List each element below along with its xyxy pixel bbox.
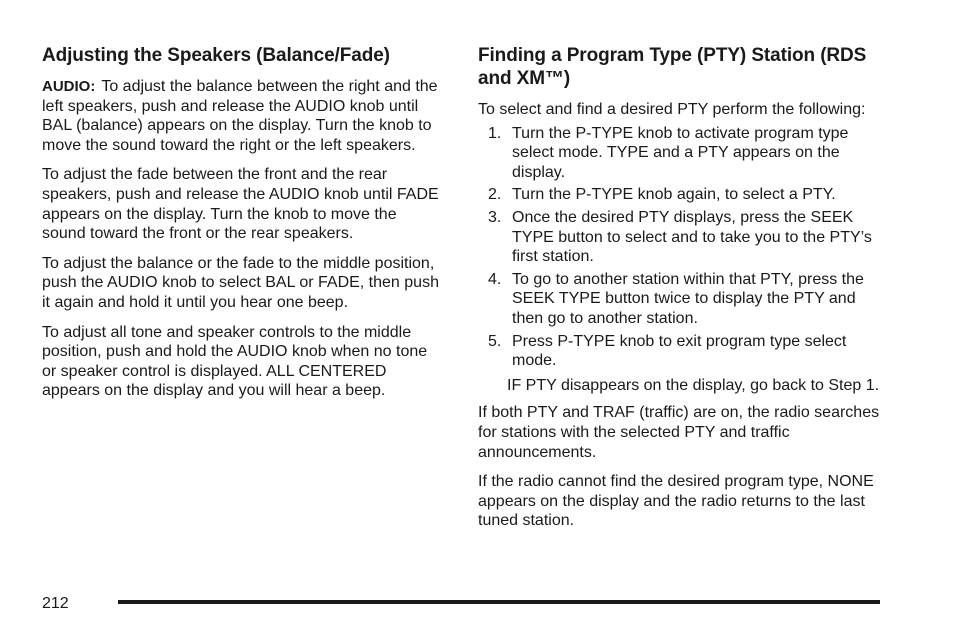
step-text: Turn the P-TYPE knob again, to select a PTY. (512, 186, 836, 204)
paragraph-middle: To adjust the balance or the fade to the middle position, push the AUDIO knob to select BAL or FADE, then push it again and hold it until you hear one beep. (42, 254, 439, 311)
paragraph-traffic: If both PTY and TRAF (traffic) are on, the radio searches for stations with the selected PTY and traffic announcements. (478, 404, 880, 461)
step-text: Turn the P-TYPE knob to activate program type select mode. TYPE and a PTY appears on the display. (512, 124, 849, 181)
list-item (478, 270, 888, 329)
section-heading-pty: Finding a Program Type (PTY) Station (RDS and XM™) (478, 45, 867, 89)
left-column (42, 44, 442, 411)
paragraph-none: If the radio cannot find the desired program type, NONE appears on the display and the radio returns to the last tuned station. (478, 473, 874, 530)
footer-rule (118, 600, 880, 604)
paragraph-fade: To adjust the fade between the front and the rear speakers, push and release the AUDIO knob until FADE appears on the display. Turn the knob to move the sound toward the front or the rear speakers. (42, 166, 439, 243)
paragraph-audio (42, 77, 442, 155)
list-item (478, 332, 888, 371)
audio-lead-label: AUDIO: (42, 78, 96, 95)
paragraph-intro: To select and find a desired PTY perform the following: (478, 101, 866, 118)
step-number: 3. (488, 208, 502, 226)
step-text: To go to another station within that PTY, press the SEEK TYPE button twice to display the PTY and then go to another station. (512, 270, 864, 327)
section-heading-speakers: Adjusting the Speakers (Balance/Fade) (42, 45, 390, 66)
page-number: 212 (42, 595, 69, 612)
step-number: 4. (488, 270, 502, 288)
paragraph-all-centered: To adjust all tone and speaker controls to the middle position, push and hold the AUDIO knob when no tone or speaker control is displayed. ALL CENTERED appears on the display and you will hear a beep. (42, 323, 428, 400)
audio-text: To adjust the balance between the right and the left speakers, push and release the AUDIO knob until BAL (balance) appears on the display. Turn the knob to move the sound toward the right or the left speakers. (42, 78, 438, 154)
step-number: 1. (488, 124, 502, 142)
list-item (478, 208, 888, 267)
step-number: 2. (488, 186, 502, 204)
right-column (478, 44, 888, 541)
step-text: Press P-TYPE knob to exit program type select mode. (512, 332, 847, 370)
steps-list (478, 124, 888, 371)
note-pty-disappears: IF PTY disappears on the display, go back to Step 1. (507, 376, 880, 394)
step-number: 5. (488, 332, 502, 350)
list-item (478, 185, 888, 205)
list-item (478, 124, 888, 183)
step-text: Once the desired PTY displays, press the SEEK TYPE button to select and to take you to the PTY’s first station. (512, 208, 872, 266)
